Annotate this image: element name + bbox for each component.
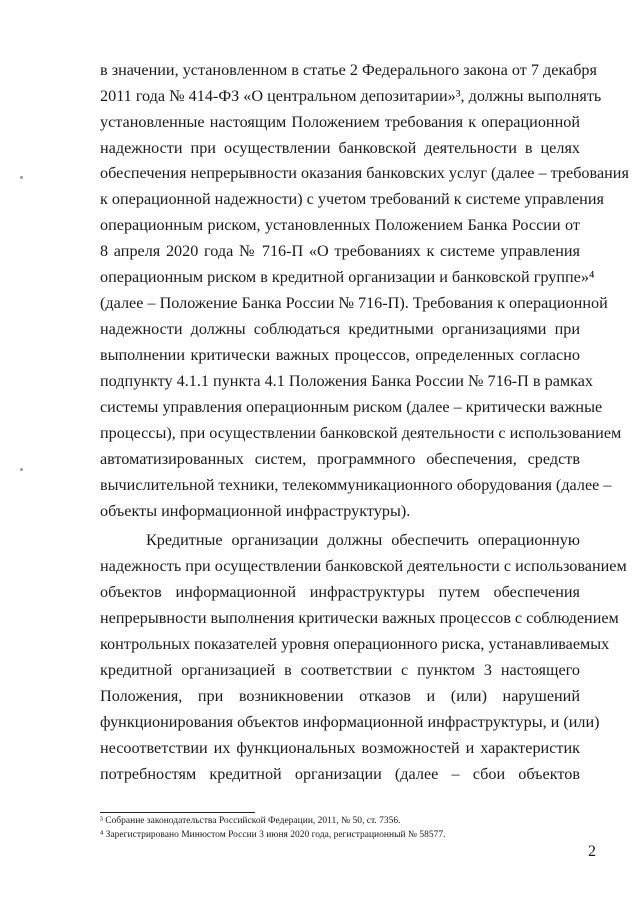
text-line: установленные настоящим Положением требования к операционной xyxy=(100,113,580,131)
text-line: надежность при осуществлении банковской деятельности с использованием xyxy=(100,557,627,575)
text-line: обеспечения непрерывности оказания банковских услуг (далее – требования xyxy=(100,164,629,182)
text-line: Кредитные организации должны обеспечить операционную xyxy=(146,531,580,549)
text-line: надежности должны соблюдаться кредитными организациями при xyxy=(100,320,580,338)
text-line: выполнении критически важных процессов, определенных согласно xyxy=(100,346,580,364)
text-line: операционным риском в кредитной организации и банковской группе»⁴ xyxy=(100,268,595,286)
text-line: 2011 года № 414-ФЗ «О центральном депозитарии»³, должны выполнять xyxy=(100,87,602,105)
text-line: в значении, установленном в статье 2 Федерального закона от 7 декабря xyxy=(100,61,597,79)
text-line: непрерывности выполнения критически важных процессов с соблюдением xyxy=(100,609,619,627)
text-line: несоответствии их функциональных возможностей и характеристик xyxy=(100,739,580,757)
text-line: операционным риском, установленных Положением Банка России от xyxy=(100,216,580,234)
page-number: 2 xyxy=(588,843,596,860)
text-line: (далее – Положение Банка России № 716-П). Требования к операционной xyxy=(100,294,608,312)
text-line: вычислительной техники, телекоммуникационного оборудования (далее – xyxy=(100,476,612,494)
text-line: автоматизированных систем, программного обеспечения, средств xyxy=(100,450,580,468)
text-line: надежности при осуществлении банковской деятельности в целях xyxy=(100,139,580,157)
text-line: подпункту 4.1.1 пункта 4.1 Положения Банка России № 716-П в рамках xyxy=(100,372,594,390)
text-line: процессы), при осуществлении банковской деятельности с использованием xyxy=(100,424,622,442)
text-line: кредитной организацией в соответствии с пунктом 3 настоящего xyxy=(100,661,580,679)
footnote-separator xyxy=(100,812,255,813)
text-line: объектов информационной инфраструктуры путем обеспечения xyxy=(100,583,580,601)
footnote-3: ³ Собрание законодательства Российской Федерации, 2011, № 50, ст. 7356. xyxy=(100,816,401,826)
text-line: контрольных показателей уровня операционного риска, устанавливаемых xyxy=(100,635,610,653)
text-line: 8 апреля 2020 года № 716-П «О требованиях к системе управления xyxy=(100,242,580,260)
text-line: объекты информационной инфраструктуры). xyxy=(100,502,411,520)
text-line: функционирования объектов информационной инфраструктуры, и (или) xyxy=(100,713,600,731)
scan-mark xyxy=(20,176,23,179)
text-line: к операционной надежности) с учетом требований к системе управления xyxy=(100,190,604,208)
text-line: Положения, при возникновении отказов и (или) нарушений xyxy=(100,687,580,705)
footnote-4: ⁴ Зарегистрировано Минюстом России 3 июня 2020 года, регистрационный № 58577. xyxy=(100,830,446,840)
text-line: потребностям кредитной организации (далее – сбои объектов xyxy=(100,765,580,783)
scan-mark xyxy=(20,468,23,471)
text-line: системы управления операционным риском (далее – критически важные xyxy=(100,398,603,416)
